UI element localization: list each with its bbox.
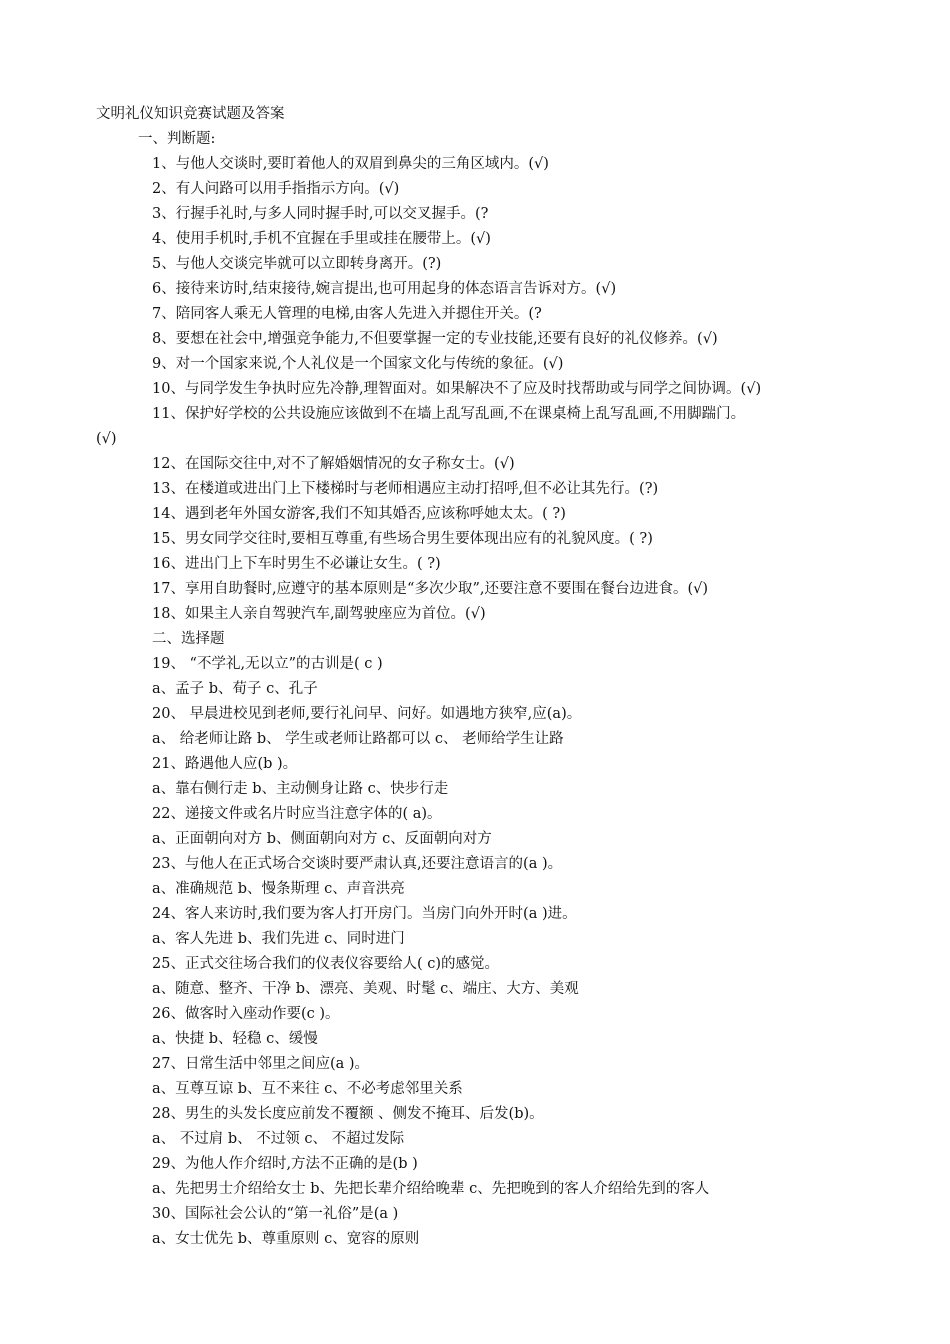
question-line: 27、日常生活中邻里之间应(a )。 (152, 1056, 370, 1072)
document-title: 文明礼仪知识竞赛试题及答案 (96, 106, 285, 122)
question-line: 22、递接文件或名片时应当注意字体的( a)。 (152, 806, 442, 822)
answer-options-line: a、互尊互谅 b、互不来往 c、不必考虑邻里关系 (152, 1081, 463, 1097)
question-line: 28、男生的头发长度应前发不覆额 、侧发不掩耳、后发(b)。 (152, 1106, 544, 1122)
question-line: 16、进出门上下车时男生不必谦让女生。( ?) (152, 556, 441, 572)
question-line: 17、享用自助餐时,应遵守的基本原则是“多次少取”,还要注意不要围在餐台边进食。(√) (152, 581, 709, 597)
question-line: 10、与同学发生争执时应先冷静,理智面对。如果解决不了应及时找帮助或与同学之间协调。(√) (152, 381, 762, 397)
question-line: 6、接待来访时,结束接待,婉言提出,也可用起身的体态语言告诉对方。(√) (152, 281, 617, 297)
section-heading-judgement: 一、判断题: (138, 131, 216, 147)
question-line-continuation: (√) (96, 431, 117, 447)
question-line: 7、陪同客人乘无人管理的电梯,由客人先进入并摁住开关。(? (152, 306, 542, 322)
answer-options-line: a、正面朝向对方 b、侧面朝向对方 c、反面朝向对方 (152, 831, 492, 847)
question-line: 24、客人来访时,我们要为客人打开房门。当房门向外开时(a )进。 (152, 906, 577, 922)
question-line: 14、遇到老年外国女游客,我们不知其婚否,应该称呼她太太。( ?) (152, 506, 566, 522)
question-line: 20、 早晨进校见到老师,要行礼问早、问好。如遇地方狭窄,应(a)。 (152, 706, 582, 722)
question-line: 29、为他人作介绍时,方法不正确的是(b ) (152, 1156, 418, 1172)
question-line: 2、有人问路可以用手指指示方向。(√) (152, 181, 400, 197)
answer-options-line: a、客人先进 b、我们先进 c、同时进门 (152, 931, 405, 947)
answer-options-line: a、 给老师让路 b、 学生或老师让路都可以 c、 老师给学生让路 (152, 731, 564, 747)
question-line: 9、对一个国家来说,个人礼仪是一个国家文化与传统的象征。(√) (152, 356, 564, 372)
answer-options-line: a、女士优先 b、尊重原则 c、宽容的原则 (152, 1231, 420, 1247)
question-line: 18、如果主人亲自驾驶汽车,副驾驶座应为首位。(√) (152, 606, 486, 622)
answer-options-line: a、 不过肩 b、 不过领 c、 不超过发际 (152, 1131, 405, 1147)
answer-options-line: a、靠右侧行走 b、主动侧身让路 c、快步行走 (152, 781, 449, 797)
answer-options-line: a、先把男士介绍给女士 b、先把长辈介绍给晚辈 c、先把晚到的客人介绍给先到的客人 (152, 1181, 710, 1197)
question-line: 15、男女同学交往时,要相互尊重,有些场合男生要体现出应有的礼貌风度。( ?) (152, 531, 653, 547)
question-line: 12、在国际交往中,对不了解婚姻情况的女子称女士。(√) (152, 456, 515, 472)
question-line: 13、在楼道或进出门上下楼梯时与老师相遇应主动打招呼,但不必让其先行。(?) (152, 481, 659, 497)
question-line: 26、做客时入座动作要(c )。 (152, 1006, 340, 1022)
question-line: 4、使用手机时,手机不宜握在手里或挂在腰带上。(√) (152, 231, 491, 247)
question-line: 21、路遇他人应(b )。 (152, 756, 298, 772)
question-line: 8、要想在社会中,增强竞争能力,不但要掌握一定的专业技能,还要有良好的礼仪修养。(√) (152, 331, 718, 347)
answer-options-line: a、孟子 b、荀子 c、孔子 (152, 681, 318, 697)
answer-options-line: a、准确规范 b、慢条斯理 c、声音洪亮 (152, 881, 405, 897)
question-line: 19、 “不学礼,无以立”的古训是( c ) (152, 656, 383, 672)
answer-options-line: a、快捷 b、轻稳 c、缓慢 (152, 1031, 318, 1047)
section-heading-choice: 二、选择题 (152, 631, 225, 647)
question-line: 5、与他人交谈完毕就可以立即转身离开。(?) (152, 256, 442, 272)
question-line: 11、保护好学校的公共设施应该做到不在墙上乱写乱画,不在课桌椅上乱写乱画,不用脚踹门。 (152, 406, 746, 422)
question-line: 3、行握手礼时,与多人同时握手时,可以交叉握手。(? (152, 206, 489, 222)
question-line: 1、与他人交谈时,要盯着他人的双眉到鼻尖的三角区域内。(√) (152, 156, 549, 172)
question-line: 25、正式交往场合我们的仪表仪容要给人( c)的感觉。 (152, 956, 499, 972)
question-line: 30、国际社会公认的“第一礼俗”是(a ) (152, 1206, 399, 1222)
answer-options-line: a、随意、整齐、干净 b、漂亮、美观、时髦 c、端庄、大方、美观 (152, 981, 579, 997)
question-line: 23、与他人在正式场合交谈时要严肃认真,还要注意语言的(a )。 (152, 856, 563, 872)
